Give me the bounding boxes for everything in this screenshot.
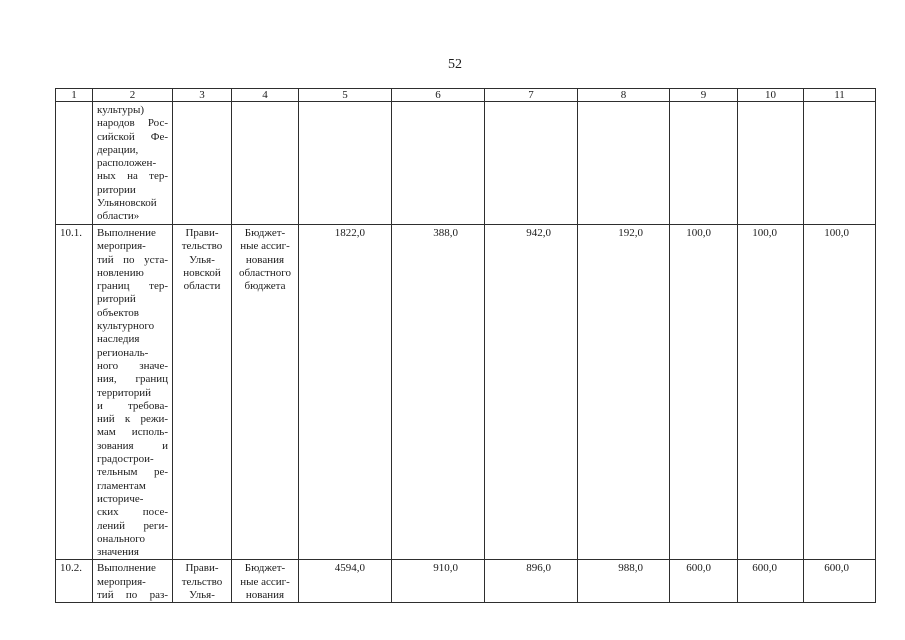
text-line: зования и [97, 439, 168, 452]
text-line: Прави- [185, 562, 219, 575]
value-cell [485, 560, 578, 603]
column-number-1: 1 [56, 89, 93, 102]
text-line: ния, границ [97, 373, 168, 386]
value-cell [485, 225, 578, 560]
amount-value: 4594,0 [334, 562, 365, 575]
text-line: значения [97, 546, 139, 559]
value-cell [392, 225, 485, 560]
text-line: Улья- [189, 589, 215, 602]
amount-value: 388,0 [433, 227, 458, 239]
amount-value: 600,0 [824, 562, 849, 575]
value-cell [485, 102, 578, 225]
amount-value: 600,0 [686, 562, 711, 575]
measure-name-cell [93, 225, 173, 560]
value-cell [804, 225, 876, 560]
row-number: 10.2. [60, 562, 82, 575]
value-cell [804, 560, 876, 603]
text-line: историче- [97, 492, 144, 505]
value-cell [804, 102, 876, 225]
row-number-cell [56, 560, 93, 603]
measure-name-cell [93, 560, 173, 603]
value-cell [670, 102, 738, 225]
column-number-5: 5 [299, 89, 392, 102]
text-line: региональ- [97, 346, 149, 359]
amount-value: 1822,0 [334, 227, 365, 239]
value-cell [670, 225, 738, 560]
column-number-9: 9 [670, 89, 738, 102]
value-cell [670, 560, 738, 603]
table-row [56, 560, 876, 603]
column-number-3: 3 [173, 89, 232, 102]
text-line: области [183, 280, 221, 293]
amount-value: 942,0 [526, 227, 551, 239]
text-line: тельным ре- [97, 466, 168, 479]
text-line: ные ассиг- [240, 240, 290, 253]
text-line: и требова- [97, 399, 168, 412]
text-line: Выполнение [97, 562, 156, 575]
text-line: тий по уста- [97, 253, 168, 266]
text-line: культуры) [97, 104, 145, 116]
value-cell [299, 560, 392, 603]
text-line: ний к режи- [97, 413, 168, 426]
text-line: риторий [97, 293, 136, 306]
amount-value: 192,0 [618, 227, 643, 239]
text-line: ских посе- [97, 506, 168, 519]
value-cell [738, 560, 804, 603]
text-line: Бюджет- [244, 227, 286, 239]
column-number-7: 7 [485, 89, 578, 102]
value-cell [578, 560, 670, 603]
column-number-6: 6 [392, 89, 485, 102]
text-line: нования [245, 589, 285, 602]
text-line: области» [97, 210, 140, 223]
column-number-11: 11 [804, 89, 876, 102]
column-number-2: 2 [93, 89, 173, 102]
column-number-10: 10 [738, 89, 804, 102]
executor-cell [173, 560, 232, 603]
text-line: градострои- [97, 453, 154, 466]
funding-source-cell [232, 225, 299, 560]
amount-value: 600,0 [752, 562, 777, 575]
text-line: территорий [97, 386, 152, 399]
text-line: объектов [97, 306, 139, 319]
amount-value: 100,0 [752, 227, 777, 239]
text-line: ные ассиг- [240, 575, 290, 588]
text-line: новской [183, 266, 221, 279]
text-line: наследия [97, 333, 140, 346]
value-cell [738, 225, 804, 560]
text-line: границ тер- [97, 280, 168, 293]
text-line: мероприя- [97, 240, 146, 253]
text-line: тельство [181, 575, 223, 588]
text-line: новлению [97, 266, 144, 279]
table-row [56, 225, 876, 560]
text-line: культурного [97, 320, 155, 333]
table-body [56, 102, 876, 603]
funding-source-cell [232, 102, 299, 225]
text-line: сийской Фе- [97, 130, 168, 143]
value-cell [392, 102, 485, 225]
row-number-cell [56, 225, 93, 560]
text-line: ного значе- [97, 359, 168, 372]
text-line: Ульяновской [97, 197, 157, 210]
text-line: ных на тер- [97, 170, 168, 183]
column-number-4: 4 [232, 89, 299, 102]
value-cell [299, 102, 392, 225]
value-cell [738, 102, 804, 225]
measure-name-cell [93, 102, 173, 225]
header-row [56, 89, 876, 102]
text-line: Улья- [189, 253, 215, 266]
table-row [56, 102, 876, 225]
funding-table [55, 88, 876, 603]
amount-value: 896,0 [526, 562, 551, 575]
executor-cell [173, 225, 232, 560]
funding-source-cell [232, 560, 299, 603]
text-line: тий по раз- [97, 589, 168, 602]
text-line: мам исполь- [97, 426, 168, 439]
page-number: 52 [448, 57, 462, 72]
text-line: народов Рос- [97, 117, 168, 130]
text-line: областного [238, 266, 291, 279]
value-cell [578, 102, 670, 225]
value-cell [299, 225, 392, 560]
text-line: бюджета [244, 280, 286, 293]
text-line: нования [245, 253, 285, 266]
row-number: 10.1. [60, 227, 82, 239]
amount-value: 988,0 [618, 562, 643, 575]
text-line: Бюджет- [244, 562, 286, 575]
text-line: Прави- [185, 227, 219, 239]
text-line: расположен- [97, 157, 157, 170]
executor-cell [173, 102, 232, 225]
text-line: онального [97, 532, 145, 545]
row-number-cell [56, 102, 93, 225]
text-line: ритории [97, 183, 136, 196]
amount-value: 100,0 [686, 227, 711, 239]
table-header [56, 89, 876, 102]
text-line: лений реги- [97, 519, 168, 532]
value-cell [392, 560, 485, 603]
text-line: мероприя- [97, 575, 146, 588]
text-line: Выполнение [97, 227, 156, 239]
column-number-8: 8 [578, 89, 670, 102]
value-cell [578, 225, 670, 560]
text-line: дерации, [97, 143, 139, 156]
text-line: гламентам [97, 479, 146, 492]
amount-value: 100,0 [824, 227, 849, 239]
text-line: тельство [181, 240, 223, 253]
amount-value: 910,0 [433, 562, 458, 575]
